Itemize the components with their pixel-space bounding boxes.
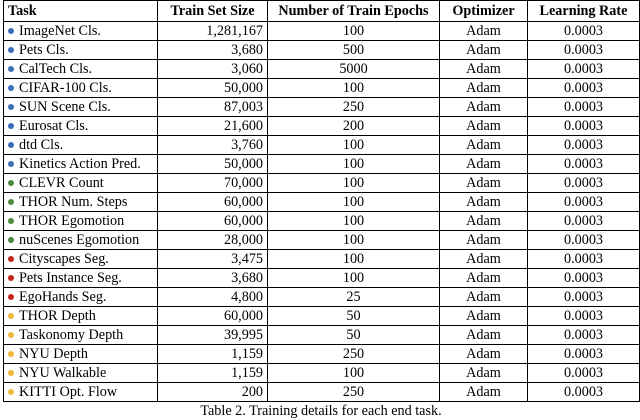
category-dot-icon: [8, 142, 14, 148]
task-label: nuScenes Egomotion: [19, 231, 140, 248]
cell-task: [4, 345, 158, 364]
cell-learning-rate: 0.0003: [528, 288, 640, 307]
table-caption: Table 2. Training details for each end task.: [200, 403, 442, 419]
cell-task: [4, 41, 158, 60]
category-dot-icon: [8, 199, 14, 205]
task-label: CIFAR-100 Cls.: [19, 79, 112, 96]
cell-task: [4, 155, 158, 174]
cell-optimizer: Adam: [440, 288, 528, 307]
table-row: [4, 250, 640, 269]
cell-train-epochs: 250: [268, 98, 440, 117]
category-dot-icon: [8, 123, 14, 129]
cell-learning-rate: 0.0003: [528, 60, 640, 79]
cell-optimizer: Adam: [440, 22, 528, 41]
table-row: [4, 288, 640, 307]
cell-learning-rate: 0.0003: [528, 22, 640, 41]
cell-train-set-size: 4,800: [158, 288, 268, 307]
table-row: [4, 79, 640, 98]
table-row: [4, 60, 640, 79]
task-label: Kinetics Action Pred.: [19, 155, 141, 172]
task-label: NYU Walkable: [19, 364, 107, 381]
category-dot-icon: [8, 351, 14, 357]
header-train-set-size: Train Set Size: [158, 1, 268, 22]
cell-task: [4, 174, 158, 193]
cell-train-epochs: 100: [268, 231, 440, 250]
cell-learning-rate: 0.0003: [528, 383, 640, 402]
cell-train-set-size: 1,159: [158, 345, 268, 364]
task-label: KITTI Opt. Flow: [19, 383, 118, 400]
header-row: [4, 1, 640, 22]
table-row: [4, 136, 640, 155]
cell-optimizer: Adam: [440, 117, 528, 136]
cell-train-epochs: 50: [268, 307, 440, 326]
table-row: [4, 345, 640, 364]
cell-optimizer: Adam: [440, 60, 528, 79]
cell-train-epochs: 100: [268, 136, 440, 155]
task-label: THOR Depth: [19, 307, 96, 324]
cell-train-epochs: 250: [268, 383, 440, 402]
cell-learning-rate: 0.0003: [528, 98, 640, 117]
cell-learning-rate: 0.0003: [528, 155, 640, 174]
cell-train-set-size: 21,600: [158, 117, 268, 136]
cell-train-epochs: 50: [268, 326, 440, 345]
cell-optimizer: Adam: [440, 269, 528, 288]
category-dot-icon: [8, 256, 14, 262]
header-train-epochs: Number of Train Epochs: [268, 1, 440, 22]
cell-learning-rate: 0.0003: [528, 250, 640, 269]
cell-optimizer: Adam: [440, 212, 528, 231]
category-dot-icon: [8, 389, 14, 395]
cell-train-set-size: 87,003: [158, 98, 268, 117]
cell-optimizer: Adam: [440, 364, 528, 383]
task-label: THOR Num. Steps: [19, 193, 128, 210]
cell-task: [4, 117, 158, 136]
cell-train-set-size: 60,000: [158, 307, 268, 326]
cell-train-set-size: 50,000: [158, 155, 268, 174]
cell-train-epochs: 5000: [268, 60, 440, 79]
task-label: dtd Cls.: [19, 136, 64, 153]
cell-train-set-size: 50,000: [158, 79, 268, 98]
cell-train-set-size: 3,680: [158, 269, 268, 288]
cell-optimizer: Adam: [440, 307, 528, 326]
task-label: Pets Cls.: [19, 41, 69, 58]
cell-learning-rate: 0.0003: [528, 79, 640, 98]
training-details-table: [3, 0, 640, 402]
cell-train-epochs: 25: [268, 288, 440, 307]
table-row: [4, 364, 640, 383]
cell-train-set-size: 60,000: [158, 212, 268, 231]
cell-optimizer: Adam: [440, 79, 528, 98]
table-row: [4, 174, 640, 193]
cell-optimizer: Adam: [440, 155, 528, 174]
task-label: SUN Scene Cls.: [19, 98, 111, 115]
task-label: Taskonomy Depth: [19, 326, 124, 343]
cell-train-epochs: 100: [268, 193, 440, 212]
task-label: THOR Egomotion: [19, 212, 125, 229]
table-row: [4, 155, 640, 174]
cell-train-set-size: 200: [158, 383, 268, 402]
cell-train-set-size: 60,000: [158, 193, 268, 212]
cell-task: [4, 383, 158, 402]
category-dot-icon: [8, 294, 14, 300]
cell-task: [4, 212, 158, 231]
task-label: Eurosat Cls.: [19, 117, 89, 134]
cell-task: [4, 79, 158, 98]
category-dot-icon: [8, 332, 14, 338]
cell-optimizer: Adam: [440, 98, 528, 117]
cell-task: [4, 98, 158, 117]
cell-learning-rate: 0.0003: [528, 364, 640, 383]
cell-train-epochs: 100: [268, 364, 440, 383]
table-row: [4, 41, 640, 60]
task-label: CLEVR Count: [19, 174, 104, 191]
cell-learning-rate: 0.0003: [528, 326, 640, 345]
table-row: [4, 326, 640, 345]
table-container: [3, 0, 639, 420]
cell-optimizer: Adam: [440, 231, 528, 250]
cell-train-epochs: 100: [268, 212, 440, 231]
task-label: ImageNet Cls.: [19, 22, 101, 39]
category-dot-icon: [8, 28, 14, 34]
table-row: [4, 98, 640, 117]
category-dot-icon: [8, 47, 14, 53]
table-row: [4, 193, 640, 212]
cell-task: [4, 326, 158, 345]
cell-learning-rate: 0.0003: [528, 193, 640, 212]
cell-task: [4, 22, 158, 41]
cell-optimizer: Adam: [440, 326, 528, 345]
category-dot-icon: [8, 66, 14, 72]
cell-learning-rate: 0.0003: [528, 41, 640, 60]
cell-train-set-size: 39,995: [158, 326, 268, 345]
category-dot-icon: [8, 237, 14, 243]
cell-train-epochs: 200: [268, 117, 440, 136]
cell-train-set-size: 1,281,167: [158, 22, 268, 41]
cell-train-epochs: 100: [268, 250, 440, 269]
category-dot-icon: [8, 180, 14, 186]
cell-train-set-size: 3,680: [158, 41, 268, 60]
category-dot-icon: [8, 275, 14, 281]
cell-train-epochs: 250: [268, 345, 440, 364]
category-dot-icon: [8, 104, 14, 110]
cell-learning-rate: 0.0003: [528, 212, 640, 231]
task-label: Cityscapes Seg.: [19, 250, 109, 267]
cell-task: [4, 136, 158, 155]
category-dot-icon: [8, 85, 14, 91]
cell-optimizer: Adam: [440, 345, 528, 364]
cell-train-set-size: 3,475: [158, 250, 268, 269]
cell-train-epochs: 100: [268, 79, 440, 98]
cell-task: [4, 307, 158, 326]
cell-optimizer: Adam: [440, 250, 528, 269]
cell-learning-rate: 0.0003: [528, 231, 640, 250]
cell-task: [4, 269, 158, 288]
table-row: [4, 117, 640, 136]
cell-task: [4, 364, 158, 383]
cell-learning-rate: 0.0003: [528, 117, 640, 136]
cell-learning-rate: 0.0003: [528, 345, 640, 364]
task-label: NYU Depth: [19, 345, 88, 362]
cell-train-set-size: 3,760: [158, 136, 268, 155]
table-body: [4, 22, 640, 402]
cell-learning-rate: 0.0003: [528, 174, 640, 193]
category-dot-icon: [8, 313, 14, 319]
task-label: Pets Instance Seg.: [19, 269, 122, 286]
cell-train-set-size: 28,000: [158, 231, 268, 250]
cell-learning-rate: 0.0003: [528, 307, 640, 326]
header-optimizer: Optimizer: [440, 1, 528, 22]
cell-optimizer: Adam: [440, 174, 528, 193]
cell-train-epochs: 100: [268, 269, 440, 288]
cell-learning-rate: 0.0003: [528, 136, 640, 155]
cell-train-set-size: 3,060: [158, 60, 268, 79]
cell-optimizer: Adam: [440, 136, 528, 155]
cell-learning-rate: 0.0003: [528, 269, 640, 288]
category-dot-icon: [8, 161, 14, 167]
table-row: [4, 307, 640, 326]
task-label: EgoHands Seg.: [19, 288, 107, 305]
cell-task: [4, 60, 158, 79]
cell-train-epochs: 100: [268, 22, 440, 41]
cell-train-epochs: 500: [268, 41, 440, 60]
cell-train-set-size: 1,159: [158, 364, 268, 383]
cell-train-epochs: 100: [268, 155, 440, 174]
cell-task: [4, 288, 158, 307]
cell-optimizer: Adam: [440, 41, 528, 60]
cell-train-epochs: 100: [268, 174, 440, 193]
table-row: [4, 212, 640, 231]
task-label: CalTech Cls.: [19, 60, 93, 77]
header-task: Task: [4, 1, 158, 22]
cell-task: [4, 231, 158, 250]
cell-optimizer: Adam: [440, 383, 528, 402]
cell-task: [4, 250, 158, 269]
category-dot-icon: [8, 370, 14, 376]
table-row: [4, 231, 640, 250]
cell-task: [4, 193, 158, 212]
category-dot-icon: [8, 218, 14, 224]
cell-train-set-size: 70,000: [158, 174, 268, 193]
table-row: [4, 383, 640, 402]
table-row: [4, 22, 640, 41]
table-row: [4, 269, 640, 288]
cell-optimizer: Adam: [440, 193, 528, 212]
header-learning-rate: Learning Rate: [528, 1, 640, 22]
